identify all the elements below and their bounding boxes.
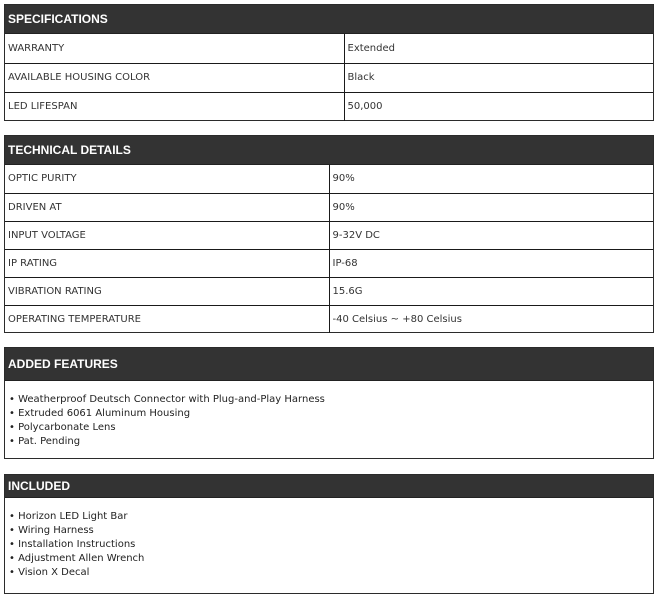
list-item: • Pat. Pending [9,436,81,447]
detail-value: 9-32V DC [329,221,653,249]
spec-value: Extended [344,34,653,63]
detail-label: VIBRATION RATING [5,277,329,305]
detail-value: -40 Celsius ~ +80 Celsius [329,305,653,333]
spec-label: AVAILABLE HOUSING COLOR [5,63,344,92]
table-row [5,92,653,121]
list-item: • Vision X Decal [9,567,90,578]
spec-label: WARRANTY [8,42,65,54]
specifications-header: SPECIFICATIONS [5,5,653,34]
list-item: • Adjustment Allen Wrench [9,553,145,564]
detail-label: INPUT VOLTAGE [5,221,329,249]
list-item: • Extruded 6061 Aluminum Housing [9,408,191,419]
specifications-section [4,4,654,121]
table-row [5,277,653,305]
technical-details-table [5,165,653,333]
list-item: • Wiring Harness [9,525,94,536]
table-row [5,305,653,333]
list-item: • Weatherproof Deutsch Connector with Plug-and-Play Harness [9,394,325,405]
list-item: • Polycarbonate Lens [9,422,116,433]
table-row [5,249,653,277]
table-row [5,34,653,63]
table-row [5,165,653,193]
detail-label: OPTIC PURITY [8,173,77,185]
table-row [5,63,653,92]
added-features-list [5,381,653,453]
list-item: • Horizon LED Light Bar [9,511,128,522]
table-row [5,193,653,221]
detail-value: IP-68 [329,249,653,277]
detail-label: IP RATING [5,249,329,277]
detail-value: 15.6G [329,277,653,305]
included-section [4,474,654,594]
added-features-header: ADDED FEATURES [5,348,653,381]
spec-value: 50,000 [344,92,653,121]
detail-value: 90% [329,165,653,193]
spec-value: Black [344,63,653,92]
detail-value: 90% [329,193,653,221]
detail-label: DRIVEN AT [5,193,329,221]
added-features-section [4,347,654,459]
table-row [5,221,653,249]
included-header: INCLUDED [5,475,653,498]
technical-details-header: TECHNICAL DETAILS [5,136,653,165]
technical-details-section [4,135,654,333]
spec-label: LED LIFESPAN [5,92,344,121]
detail-label: OPERATING TEMPERATURE [5,305,329,333]
list-item: • Installation Instructions [9,539,136,550]
included-list [5,498,653,584]
specifications-table [5,34,653,121]
